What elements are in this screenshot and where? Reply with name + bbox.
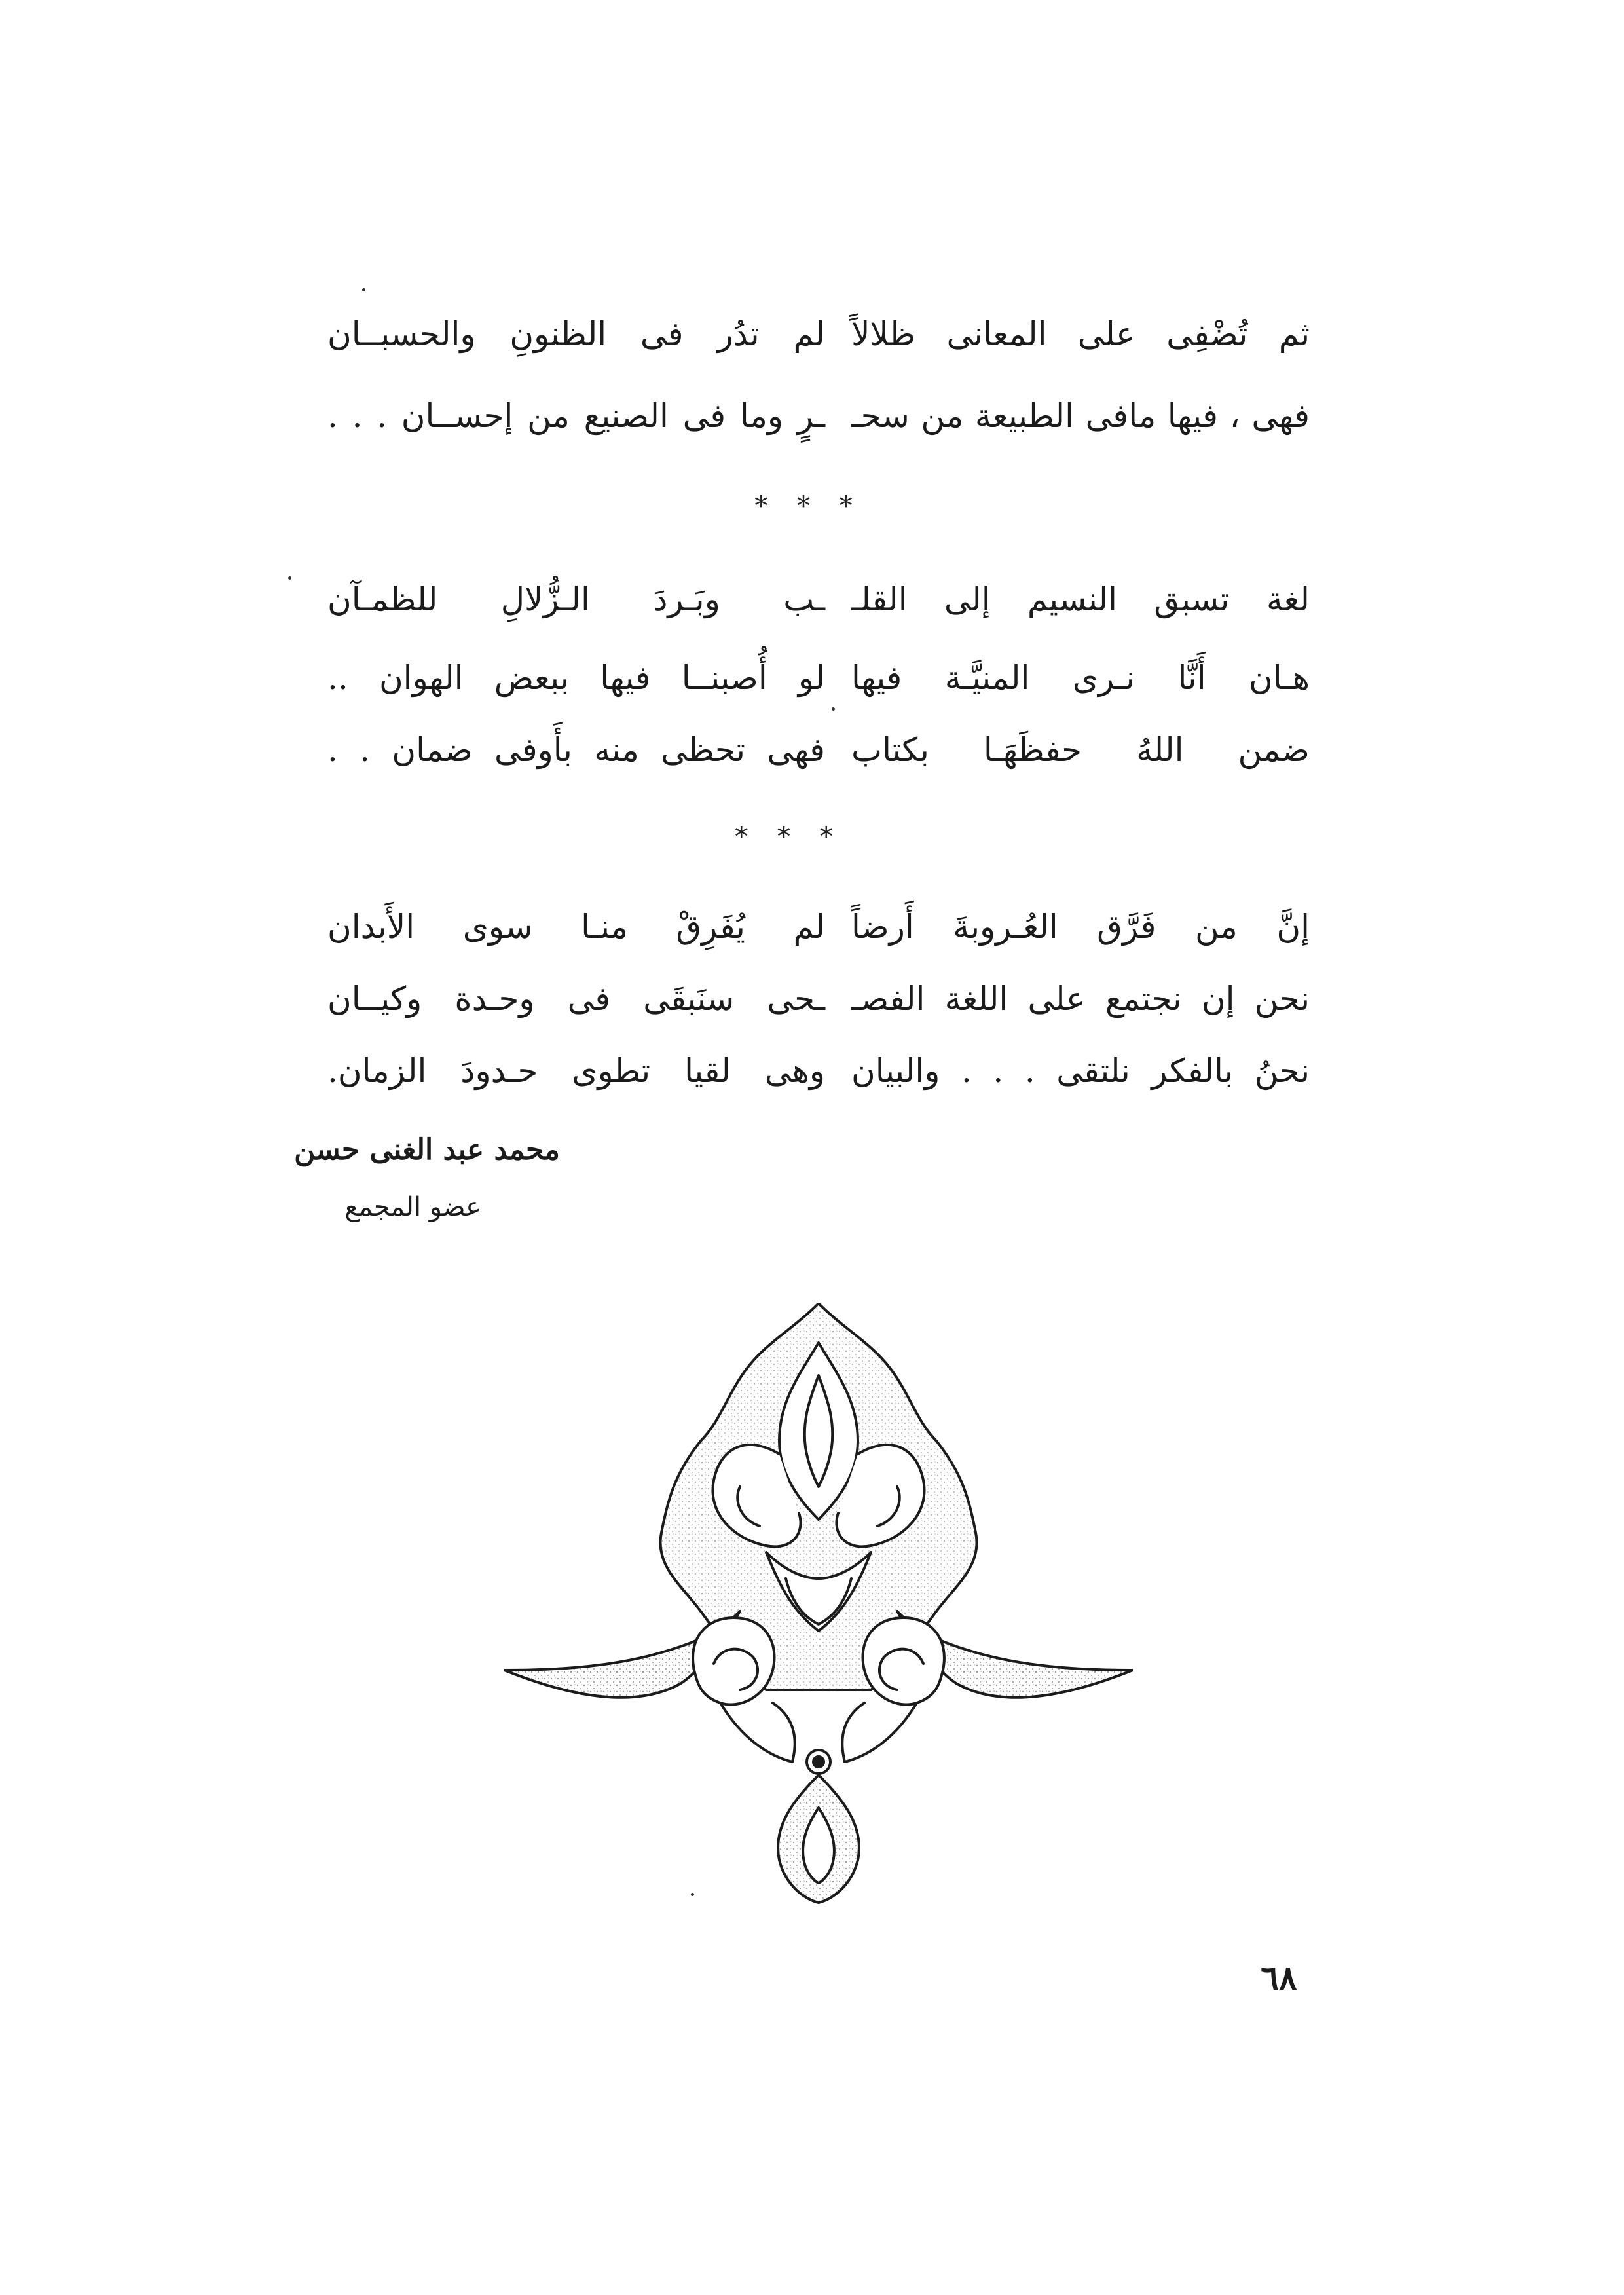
verse-hemistich-first: ثم تُضْفِى على المعانى ظلالاً [851,315,1310,353]
verse-hemistich-second: لم تدُر فى الظنونِ والحسبــان [327,315,825,353]
verse-hemistich-second: فهى تحظى منه بأَوفى ضمان . . [327,731,825,769]
verse-hemistich-second: ـب وبَـردَ الـزُّلالِ للظمـآن [327,580,825,618]
arabesque-floral-ornament-icon [504,1303,1133,1906]
verse-hemistich-first: لغة تسبق النسيم إلى القلـ [851,580,1310,618]
verse-5 [327,714,1310,786]
verse-6 [327,891,1310,963]
verse-hemistich-second: ـحى سنَبقَى فى وحـدة وكيــان [327,980,825,1018]
page-number: ٦٨ [1261,1958,1297,1998]
verse-7 [327,963,1310,1035]
verse-hemistich-second: لم يُفَرِقْ منـا سوى الأَبدان [327,908,825,946]
verse-hemistich-first: نحنُ بالفكر نلتقى . . . والبيان [851,1052,1310,1090]
verse-hemistich-first: هـان أَنَّا نـرى المنيَّـة فيها [851,659,1310,697]
scan-speck [691,1893,694,1896]
verse-hemistich-first: فهى ، فيها مافى الطبيعة من سحـ [851,397,1310,435]
verse-3 [327,563,1310,635]
scan-speck [362,288,365,291]
verse-hemistich-second: وهى لقيا تطوى حـدودَ الزمان. [327,1052,825,1090]
verse-hemistich-first: ضمن اللهُ حفظَهَـا بكتاب [851,731,1310,769]
verse-hemistich-first: إنَّ من فَرَّق العُـروبةَ أَرضاً [851,908,1310,946]
scan-speck [832,707,835,711]
verse-hemistich-second: لو أُصبنــا فيها ببعض الهوان .. [327,659,825,697]
verse-4 [327,642,1310,714]
author-role: عضو المجمع [344,1192,481,1222]
scan-speck [288,576,291,580]
verse-2 [327,380,1310,452]
verse-1 [327,298,1310,370]
verse-8 [327,1035,1310,1107]
verse-hemistich-first: نحن إن نجتمع على اللغة الفصـ [851,980,1310,1018]
stanza-separator: * * * [735,822,843,852]
author-name: محمد عبد الغنى حسن [294,1133,560,1166]
stanza-separator: * * * [754,491,863,521]
verse-hemistich-second: ـرٍ وما فى الصنيع من إحســان . . . [327,397,825,435]
